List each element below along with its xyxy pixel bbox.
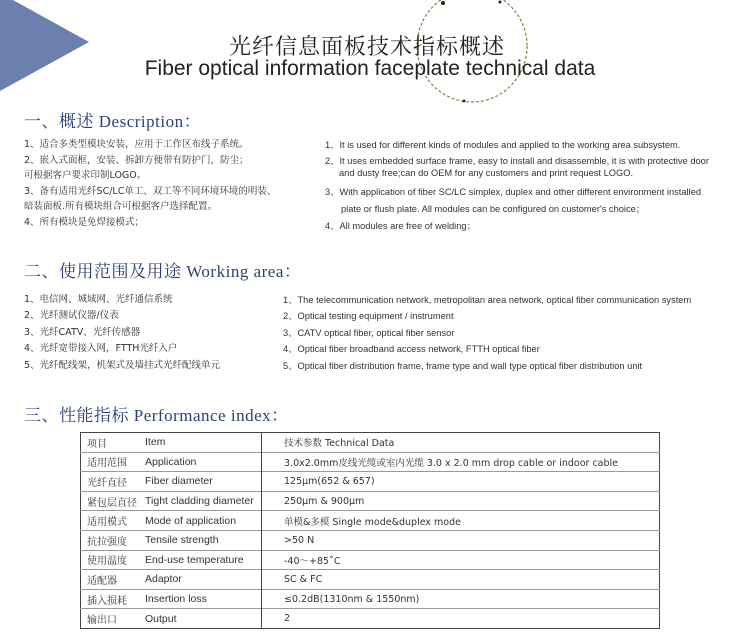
list-item: 2、光纤测试仪器/仪表 <box>24 310 119 322</box>
cell-item-en: Mode of application <box>143 511 262 531</box>
description-list-en <box>325 137 709 233</box>
table-row <box>81 550 660 570</box>
cell-value: 技术参数 Technical Data <box>284 438 395 450</box>
cell-value: ≤0.2dB(1310nm & 1550nm) <box>262 589 660 609</box>
working-area-list-en <box>283 292 691 374</box>
list-item: 1、适合多类型模块安装，应用于工作区布线子系统。 <box>24 139 249 150</box>
cell-value: 250μm & 900μm <box>262 491 660 511</box>
table-row <box>81 511 660 531</box>
table-row <box>81 433 660 453</box>
table-row <box>81 609 660 629</box>
cell-value: SC & FC <box>262 570 660 590</box>
list-item: 3、光纤CATV、光纤传感器 <box>24 326 141 338</box>
table-row <box>81 472 660 492</box>
table-row <box>81 530 660 550</box>
section-heading-performance: 三、性能指标 Performance index： <box>24 406 289 425</box>
list-item: plate or flush plate. All modules can be configured on customer's choice； <box>341 203 646 214</box>
list-item: 1、The telecommunication network, metropolitan area network, optical fiber communication system <box>283 295 692 305</box>
cell-value: -40～+85˚C <box>262 550 660 570</box>
list-item: 2、It uses embedded surface frame, easy to install and disassemble, it is with protective door <box>325 155 709 166</box>
list-item: 4、光纤宽带接入网，FTTH光纤入户 <box>24 343 178 355</box>
circle-dot-icon <box>499 1 502 4</box>
list-item: and dusty free;can do OEM for any customers and print request LOGO. <box>339 168 634 178</box>
cell-item-en: Tight cladding diameter <box>143 491 262 511</box>
table-row <box>81 589 660 609</box>
cell-value: 125μm(652 & 657) <box>262 472 660 492</box>
cell-value: 2 <box>262 609 660 629</box>
cell-item-en: Fiber diameter <box>143 472 262 492</box>
list-item: 5、光纤配线架，机架式及墙挂式光纤配线单元 <box>24 359 221 371</box>
cell-item-en: Output <box>143 609 262 629</box>
cell-item-cn: 适用模式 <box>81 511 144 531</box>
list-item: 暗装面板.所有模块组合可根据客户选择配置。 <box>24 201 218 212</box>
cell-item-en: Tensile strength <box>143 530 262 550</box>
cell-item-cn: 光纤直径 <box>81 472 144 492</box>
list-item: 3、备有适用光纤SC/LC单工、双工等不同环境环境的明装、 <box>24 185 277 197</box>
cell-item-en: Application <box>143 452 262 472</box>
performance-table <box>80 432 660 629</box>
list-item: 1、电信网、城域网、光纤通信系统 <box>24 294 173 305</box>
table-row <box>81 570 660 590</box>
cell-item-cn: 使用温度 <box>81 550 144 570</box>
cell-item-cn: 插入损耗 <box>81 589 144 609</box>
circle-dot-icon <box>463 100 466 103</box>
section-heading-working-area: 二、使用范围及用途 Working area： <box>24 262 302 281</box>
list-item: 2、嵌入式面框，安装、拆卸方便带有防护门，防尘； <box>24 154 249 166</box>
circle-dot-icon <box>441 1 445 5</box>
cell-item-cn: 适用范围 <box>81 452 144 472</box>
list-item: 4、All modules are free of welding； <box>325 220 476 231</box>
page-title-en: Fiber optical information faceplate technical data <box>144 57 596 80</box>
list-item: 2、Optical testing equipment / instrument <box>283 311 454 322</box>
working-area-list-cn <box>24 292 220 374</box>
section-heading-description: 一、概述 Description： <box>24 112 202 131</box>
list-item: 4、Optical fiber broadband access network, FTTH optical fiber <box>283 344 540 355</box>
list-item: 1、It is used for different kinds of modules and applied to the working area subsystem. <box>325 140 681 150</box>
cell-item-cn: 项目 <box>87 438 107 450</box>
list-item: 4、所有模块是免焊接模式； <box>24 216 145 228</box>
description-list-cn <box>24 137 276 230</box>
list-item: 3、With application of fiber SC/LC simplex, duplex and other different environment installed <box>325 186 702 197</box>
cell-item-cn: 紧包层直径 <box>81 491 144 511</box>
list-item: 5、Optical fiber distribution frame, frame type and wall type optical fiber distribution unit <box>283 360 643 371</box>
cell-item-cn: 适配器 <box>81 570 144 590</box>
cell-item-en: Insertion loss <box>143 589 262 609</box>
cell-item-en: Item <box>143 433 262 453</box>
cell-item-cn: 抗拉强度 <box>81 530 144 550</box>
table-row <box>81 452 660 472</box>
cell-value: >50 N <box>262 530 660 550</box>
cell-item-en: Adaptor <box>143 570 262 590</box>
list-item: 3、CATV optical fiber, optical fiber sensor <box>283 327 455 338</box>
cell-value: 单模&多模 Single mode&duplex mode <box>262 511 660 531</box>
cell-value: 3.0x2.0mm皮线光缆或室内光缆 3.0 x 2.0 mm drop cable or indoor cable <box>262 452 660 472</box>
cell-item-en: End-use temperature <box>143 550 262 570</box>
table-row <box>81 491 660 511</box>
list-item: 可根据客户要求印制LOGO。 <box>24 170 147 181</box>
page-title-cn: 光纤信息面板技术指标概述 <box>228 35 505 60</box>
cell-item-cn: 输出口 <box>81 609 144 629</box>
